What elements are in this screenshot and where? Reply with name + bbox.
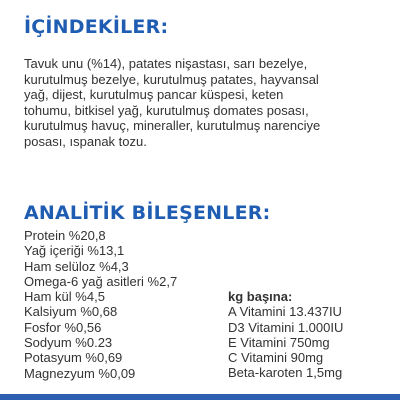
analytic-components-list bbox=[24, 228, 177, 381]
ingredients-line: kurutulmuş havuç, mineraller, kurutulmuş narenciye bbox=[24, 118, 321, 133]
per-kg-title: kg başına: bbox=[228, 289, 293, 304]
vitamin-c: C Vitamini 90mg bbox=[228, 350, 324, 366]
component-potassium: Potasyum %0,69 bbox=[24, 350, 123, 366]
vitamin-d3: D3 Vitamini 1.000IU bbox=[228, 319, 344, 335]
beta-carotene: Beta-karoten 1,5mg bbox=[228, 365, 343, 381]
per-kg-list bbox=[228, 289, 343, 381]
component-magnesium: Magnezyum %0,09 bbox=[24, 365, 136, 381]
component-phosphorus: Fosfor %0,56 bbox=[24, 319, 102, 335]
component-fat: Yağ içeriği %13,1 bbox=[24, 243, 125, 259]
ingredients-heading: İÇİNDEKİLER: bbox=[24, 16, 169, 38]
vitamin-e: E Vitamini 750mg bbox=[228, 334, 330, 350]
ingredients-line: posası, ıspanak tozu. bbox=[24, 133, 147, 149]
component-sodium: Sodyum %0.23 bbox=[24, 335, 113, 351]
bottom-accent-bar bbox=[0, 394, 400, 400]
component-calcium: Kalsiyum %0,68 bbox=[24, 304, 118, 320]
component-crude-fiber: Ham selüloz %4,3 bbox=[24, 258, 129, 274]
ingredients-line: Tavuk unu (%14), patates nişastası, sarı bezelye, bbox=[24, 56, 308, 71]
component-protein: Protein %20,8 bbox=[24, 228, 106, 243]
ingredients-text bbox=[24, 56, 320, 149]
component-omega-6: Omega-6 yağ asitleri %2,7 bbox=[24, 273, 178, 289]
vitamin-a: A Vitamini 13.437IU bbox=[228, 304, 342, 320]
ingredients-line: tohumu, bitkisel yağ, kurutulmuş domates posası, bbox=[24, 102, 309, 118]
analytic-components-heading: ANALİTİK BİLEŞENLER: bbox=[24, 202, 271, 224]
ingredients-line: yağ, dijest, kurutulmuş pancar küspesi, keten bbox=[24, 87, 284, 102]
component-crude-ash: Ham kül %4,5 bbox=[24, 289, 105, 305]
ingredients-line: kurutulmuş bezelye, kurutulmuş patates, hayvansal bbox=[24, 71, 319, 87]
